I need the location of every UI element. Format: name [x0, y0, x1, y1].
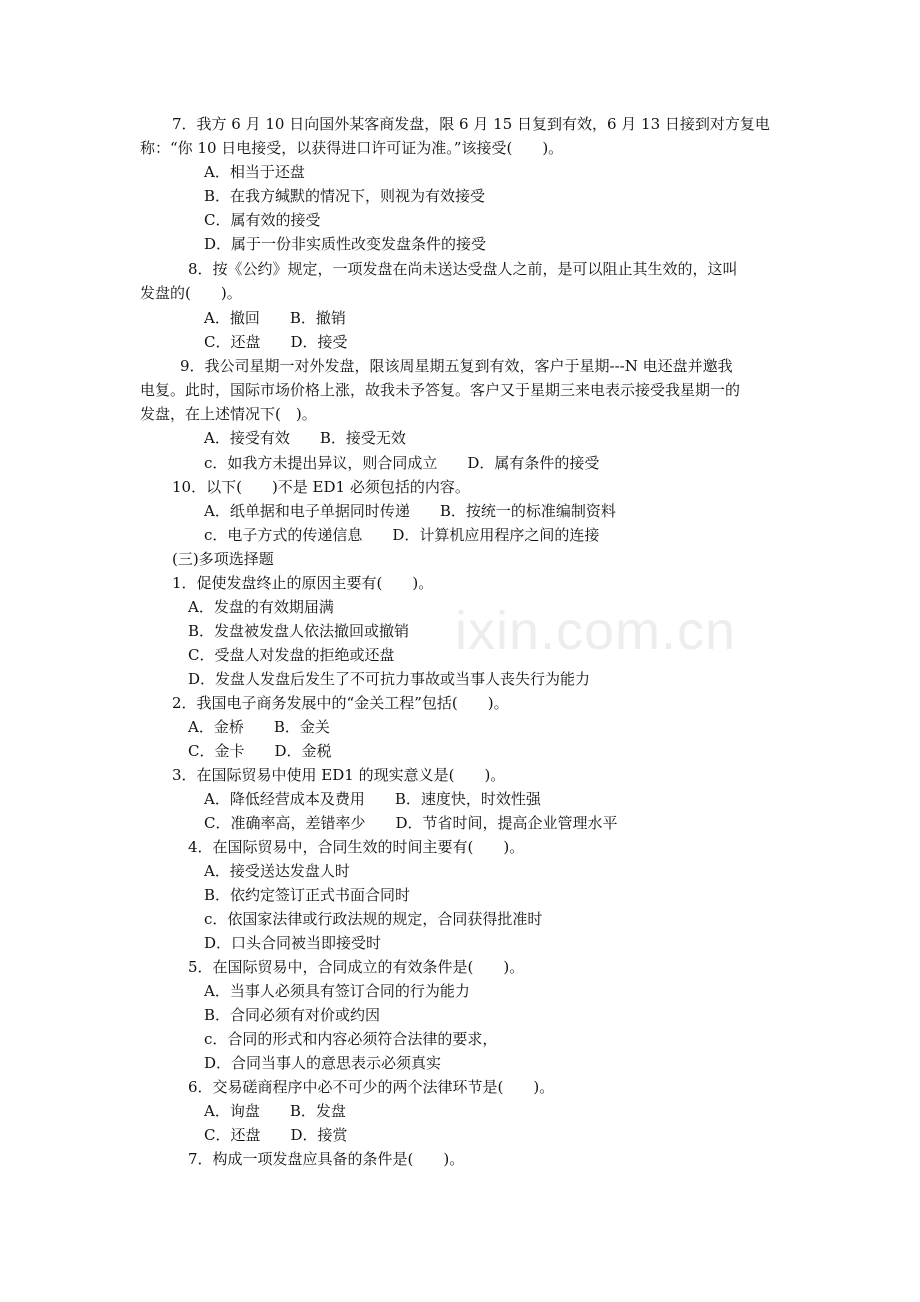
mq4-option-d: D．口头合同被当即接受时 [204, 934, 382, 952]
mq5-option-d: D．合同当事人的意思表示必须真实 [204, 1054, 442, 1072]
q8-options-cd: C．还盘 D．接受 [204, 333, 348, 351]
mq-1: 1．促使发盘终止的原因主要有( )。 [172, 574, 434, 592]
q7-option-c: C．属有效的接受 [204, 211, 321, 229]
q7-option-a: A．相当于还盘 [204, 163, 305, 181]
mq3-options-ab: A．降低经营成本及费用 B．速度快，时效性强 [204, 790, 541, 808]
mq1-option-d: D．发盘人发盘后发生了不可抗力事故或当事人丧失行为能力 [188, 670, 591, 688]
mq6-options-cd: C．还盘 D．接赏 [204, 1126, 348, 1144]
mq2-options-ab: A．金桥 B．金关 [188, 718, 330, 736]
mq-5: 5．在国际贸易中，合同成立的有效条件是( )。 [188, 958, 525, 976]
watermark: ixin.com.cn [455, 601, 737, 661]
mq-7: 7．构成一项发盘应具备的条件是( )。 [188, 1150, 465, 1168]
mq4-option-b: B．依约定签订正式书面合同时 [204, 886, 411, 904]
mq1-option-a: A．发盘的有效期届满 [188, 598, 334, 616]
question-8-line-2: 发盘的( )。 [140, 284, 242, 302]
mq4-option-c: c．依国家法律或行政法规的规定，合同获得批准时 [204, 910, 543, 928]
question-9-line-1: 9．我公司星期一对外发盘，限该周星期五复到有效，客户于星期---N 电还盘并邀我 [180, 357, 733, 375]
mq5-option-c: c．合同的形式和内容必须符合法律的要求， [204, 1030, 498, 1048]
mq3-options-cd: C．准确率高，差错率少 D．节省时间，提高企业管理水平 [204, 814, 618, 832]
section-heading: (三)多项选择题 [172, 550, 274, 568]
q8-options-ab: A．撤回 B．撤销 [204, 309, 346, 327]
mq1-option-c: C．受盘人对发盘的拒绝或还盘 [188, 646, 395, 664]
mq5-option-a: A．当事人必须具有签订合同的行为能力 [204, 982, 470, 1000]
q9-options-cd: c．如我方未提出异议，则合同成立 D．属有条件的接受 [204, 454, 600, 472]
question-7-line-1: 7．我方 6 月 10 日向国外某客商发盘，限 6 月 15 日复到有效，6 月 13 日接到对方复电 [172, 115, 770, 133]
question-10: 10．以下( )不是 ED1 必须包括的内容。 [172, 478, 470, 496]
q7-option-d: D．属于一份非实质性改变发盘条件的接受 [204, 235, 487, 253]
mq-2: 2．我国电子商务发展中的“金关工程”包括( )。 [172, 694, 509, 712]
question-9-line-2: 电复。此时，国际市场价格上涨，故我未予答复。客户又于星期三来电表示接受我星期一的 [140, 381, 741, 399]
mq2-options-cd: C．金卡 D．金税 [188, 742, 332, 760]
mq-4: 4．在国际贸易中，合同生效的时间主要有( )。 [188, 838, 525, 856]
question-8-line-1: 8．按《公约》规定，一项发盘在尚未送达受盘人之前，是可以阻止其生效的，这叫 [188, 260, 738, 278]
question-9-line-3: 发盘，在上述情况下( )。 [140, 405, 317, 423]
mq5-option-b: B．合同必须有对价或约因 [204, 1006, 381, 1024]
mq-6: 6．交易磋商程序中必不可少的两个法律环节是( )。 [188, 1078, 555, 1096]
mq-3: 3．在国际贸易中使用 ED1 的现实意义是( )。 [172, 766, 506, 784]
mq6-options-ab: A．询盘 B．发盘 [204, 1102, 346, 1120]
mq1-option-b: B．发盘被发盘人依法撤回或撤销 [188, 622, 410, 640]
q7-option-b: B．在我方缄默的情况下，则视为有效接受 [204, 187, 486, 205]
q10-options-ab: A．纸单据和电子单据同时传递 B．按统一的标准编制资料 [204, 502, 616, 520]
question-7-line-2: 称：“你 10 日电接受，以获得进口许可证为准。”该接受( )。 [140, 139, 564, 157]
q10-options-cd: c．电子方式的传递信息 D．计算机应用程序之间的连接 [204, 526, 600, 544]
mq4-option-a: A．接受送达发盘人时 [204, 862, 350, 880]
q9-options-ab: A．接受有效 B．接受无效 [204, 429, 406, 447]
